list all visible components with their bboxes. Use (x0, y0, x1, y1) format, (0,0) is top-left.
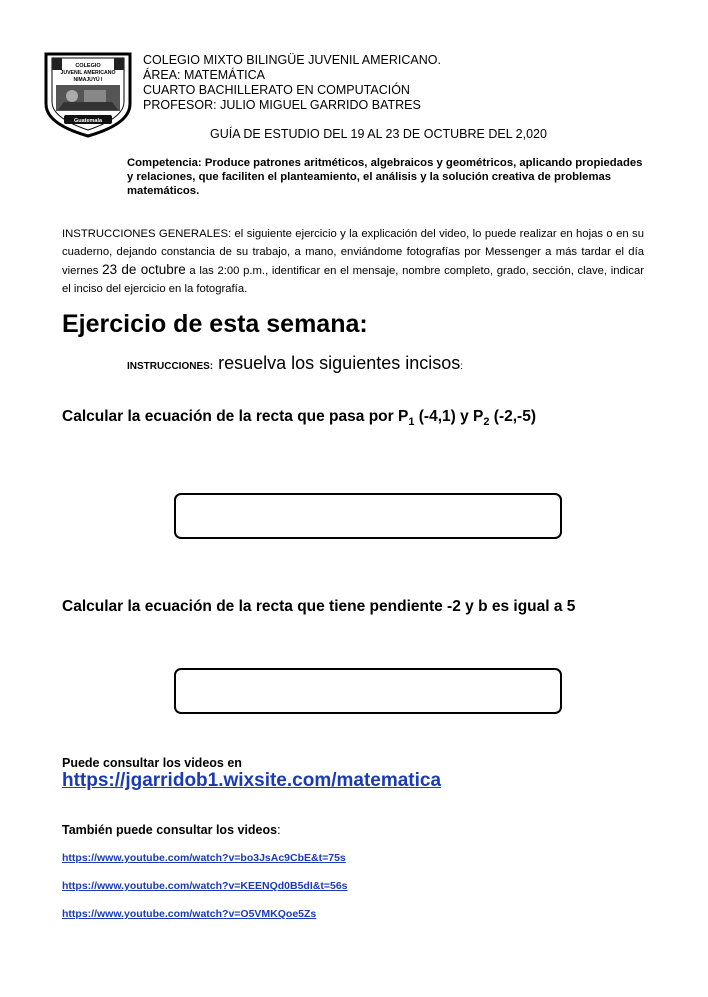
logo-text-3: NIMAJUYÚ I (73, 77, 103, 83)
deadline-date: 23 de octubre (102, 262, 186, 277)
subject-area: ÁREA: MATEMÁTICA (143, 68, 266, 82)
teacher-name: PROFESOR: JULIO MIGUEL GARRIDO BATRES (143, 98, 421, 112)
school-name: COLEGIO MIXTO BILINGÜE JUVENIL AMERICANO. (143, 53, 441, 67)
consult-videos-label: Puede consultar los videos en (62, 756, 242, 770)
problem-1-text: Calcular la ecuación de la recta que pasa por P (62, 408, 409, 425)
problem-1-point2: (-2,-5) (489, 408, 536, 425)
logo-banner: Guatemala (73, 118, 103, 124)
youtube-link-2[interactable]: https://www.youtube.com/watch?v=KEENQd0B5dI&t=56s (62, 880, 348, 892)
instructions-colon: : (460, 361, 464, 372)
problem-1-sub2: 2 (483, 416, 490, 429)
also-consult-text: También puede consultar los videos (62, 823, 278, 837)
also-consult-label (62, 823, 281, 837)
youtube-link-3[interactable]: https://www.youtube.com/watch?v=O5VMKQoe5Zs (62, 908, 317, 920)
instructions-label: INSTRUCCIONES: (127, 361, 214, 372)
also-consult-colon: : (277, 823, 281, 837)
problem-1-sub1: 1 (408, 416, 415, 429)
general-instructions-part2: a las 2:00 p.m., identificar en el mensaje, nombre completo, grado, sección, clave, indicar el inciso del ejercicio en la fotografía. (62, 265, 644, 295)
grade-level: CUARTO BACHILLERATO EN COMPUTACIÓN (143, 83, 410, 97)
exercise-instructions (127, 353, 463, 374)
answer-box-2[interactable] (174, 668, 562, 714)
general-instructions (62, 226, 644, 298)
school-logo (42, 52, 134, 138)
study-guide-title: GUÍA DE ESTUDIO DEL 19 AL 23 DE OCTUBRE DEL 2,020 (210, 127, 547, 141)
general-instructions-part1: INSTRUCCIONES GENERALES: el siguiente ejercicio y la explicación del video, lo puede realizar en hojas o en su cuaderno, dejando constancia de su trabajo, a mano, enviándome fotografías por Messenger a más tardar el día viernes (62, 228, 644, 277)
logo-text-1: COLEGIO (75, 63, 101, 69)
problem-2: Calcular la ecuación de la recta que tiene pendiente -2 y b es igual a 5 (62, 598, 576, 615)
logo-text-2: JUVENIL AMERICANO (60, 70, 116, 76)
youtube-link-1[interactable]: https://www.youtube.com/watch?v=bo3JsAc9CbE&t=75s (62, 852, 346, 864)
competency-statement: Competencia: Produce patrones aritméticos, algebraicos y geométricos, aplicando propiedades y relaciones, que faciliten el planteamiento, el análisis y la solución creativa de problemas matemáticos. (127, 157, 643, 197)
problem-1-point1: (-4,1) y P (414, 408, 484, 425)
exercise-heading: Ejercicio de esta semana: (62, 310, 368, 338)
main-website-link[interactable]: https://jgarridob1.wixsite.com/matematica (62, 770, 442, 791)
instructions-text: resuelva los siguientes incisos (213, 353, 461, 373)
answer-box-1[interactable] (174, 493, 562, 539)
problem-1 (62, 408, 536, 428)
